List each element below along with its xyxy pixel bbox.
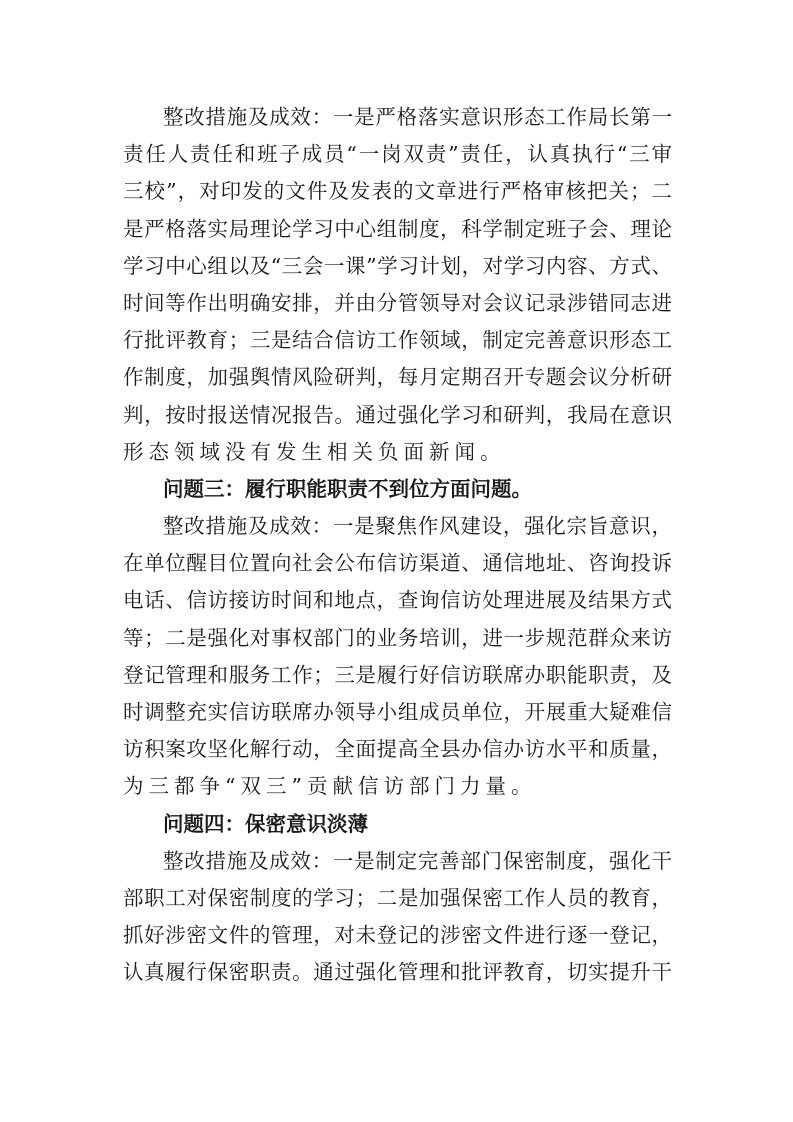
paragraph-line: 整改措施及成效：一是聚焦作风建设，强化宗旨意识，	[163, 514, 672, 539]
paragraph-line: 部职工对保密制度的学习；二是加强保密工作人员的教育，	[123, 885, 672, 910]
paragraph-line: 在单位醒目位置向社会公布信访渠道、通信地址、咨询投诉	[123, 551, 672, 576]
section-heading: 问题四：保密意识淡薄	[163, 811, 368, 836]
document-page	[123, 99, 672, 992]
paragraph-line: 抓好涉密文件的管理，对未登记的涉密文件进行逐一登记，	[123, 923, 672, 948]
paragraph-line: 学习中心组以及“三会一课”学习计划，对学习内容、方式、	[123, 253, 672, 278]
paragraph-line: 电话、信访接访时间和地点，查询信访处理进展及结果方式	[123, 588, 672, 613]
section-heading: 问题三：履行职能职责不到位方面问题。	[163, 476, 532, 501]
paragraph-line: 整改措施及成效：一是制定完善部门保密制度，强化干	[163, 848, 672, 873]
paragraph-line: 作制度，加强舆情风险研判，每月定期召开专题会议分析研	[123, 365, 672, 390]
paragraph-line: 登记管理和服务工作；三是履行好信访联席办职能职责，及	[123, 662, 672, 687]
paragraph-line: 三校”，对印发的文件及发表的文章进行严格审核把关；二	[123, 179, 672, 204]
paragraph-line: 行批评教育；三是结合信访工作领域，制定完善意识形态工	[123, 328, 672, 353]
paragraph-line: 等；二是强化对事权部门的业务培训，进一步规范群众来访	[123, 625, 672, 650]
paragraph-line: 是严格落实局理论学习中心组制度，科学制定班子会、理论	[123, 216, 672, 241]
paragraph-line: 认真履行保密职责。通过强化管理和批评教育，切实提升干	[123, 960, 672, 985]
paragraph-line: 时间等作出明确安排，并由分管领导对会议记录涉错同志进	[123, 290, 672, 315]
paragraph-line: 时调整充实信访联席办领导小组成员单位，开展重大疑难信	[123, 700, 672, 724]
paragraph-line: 责任人责任和班子成员“一岗双责”责任，认真执行“三审	[123, 142, 672, 167]
paragraph-line: 形态领域没有发生相关负面新闻。	[123, 439, 506, 464]
paragraph-line: 整改措施及成效：一是严格落实意识形态工作局长第一	[163, 105, 672, 129]
paragraph-line: 为三都争“双三”贡献信访部门力量。	[123, 774, 537, 799]
paragraph-line: 判，按时报送情况报告。通过强化学习和研判，我局在意识	[123, 402, 672, 427]
paragraph-line: 访积案攻坚化解行动，全面提高全县办信办访水平和质量，	[123, 737, 672, 762]
